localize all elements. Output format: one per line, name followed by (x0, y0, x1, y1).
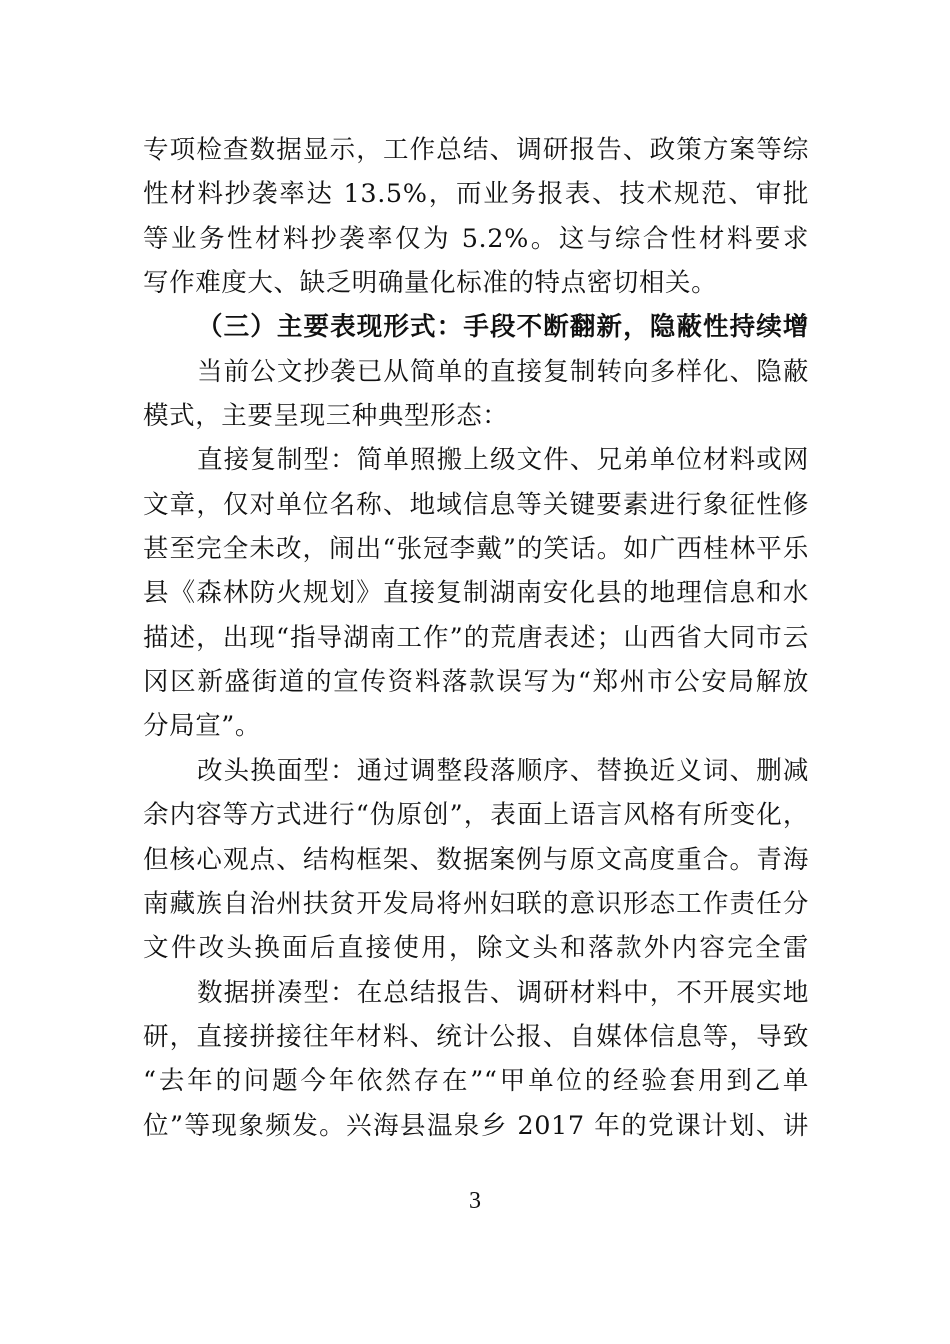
text-line: 当前公文抄袭已从简单的直接复制转向多样化、隐蔽 (197, 356, 809, 387)
text-line: 专项检查数据显示，工作总结、调研报告、政策方案等综 (143, 135, 809, 165)
text-line: 文章，仅对单位名称、地域信息等关键要素进行象征性修 (143, 489, 809, 520)
text-line: 等业务性材料抄袭率仅为 5.2%。这与综合性材料要求 (143, 223, 809, 254)
text-line: 数据拼凑型：在总结报告、调研材料中，不开展实地 (197, 977, 809, 1008)
text-line: 写作难度大、缺乏明确量化标准的特点密切相关。 (143, 268, 718, 299)
text-line: 余内容等方式进行“伪原创”，表面上语言风格有所变化， (143, 800, 809, 831)
text-line: 甚至完全未改，闹出“张冠李戴”的笑话。如广西桂林平乐 (143, 534, 809, 565)
text-line: “去年的问题今年依然存在”“甲单位的经验套用到乙单 (143, 1066, 809, 1097)
text-line: 文件改头换面后直接使用，除文头和落款外内容完全雷 (143, 933, 809, 964)
text-line: 模式，主要呈现三种典型形态： (143, 401, 509, 432)
document-body (143, 128, 809, 1148)
text-line: 冈区新盛街道的宣传资料落款误写为“郑州市公安局解放 (143, 667, 809, 698)
section-heading: （三）主要表现形式：手段不断翻新，隐蔽性持续增 (197, 312, 809, 343)
text-line: 改头换面型：通过调整段落顺序、替换近义词、删减 (197, 755, 809, 786)
text-line: 县《森林防火规划》直接复制湖南安化县的地理信息和水 (143, 578, 809, 609)
text-line: 性材料抄袭率达 13.5%，而业务报表、技术规范、审批 (143, 179, 809, 210)
text-line: 直接复制型：简单照搬上级文件、兄弟单位材料或网 (197, 445, 809, 476)
text-line: 但核心观点、结构框架、数据案例与原文高度重合。青海 (143, 844, 809, 875)
text-line: 南藏族自治州扶贫开发局将州妇联的意识形态工作责任分 (143, 888, 809, 919)
text-line: 分局宣”。 (143, 711, 262, 742)
text-line: 位”等现象频发。兴海县温泉乡 2017 年的党课计划、讲 (143, 1110, 809, 1141)
text-line: 描述，出现“指导湖南工作”的荒唐表述；山西省大同市云 (143, 622, 809, 653)
text-line: 研，直接拼接往年材料、统计公报、自媒体信息等，导致 (143, 1021, 809, 1052)
page-number: 3 (469, 1188, 481, 1214)
